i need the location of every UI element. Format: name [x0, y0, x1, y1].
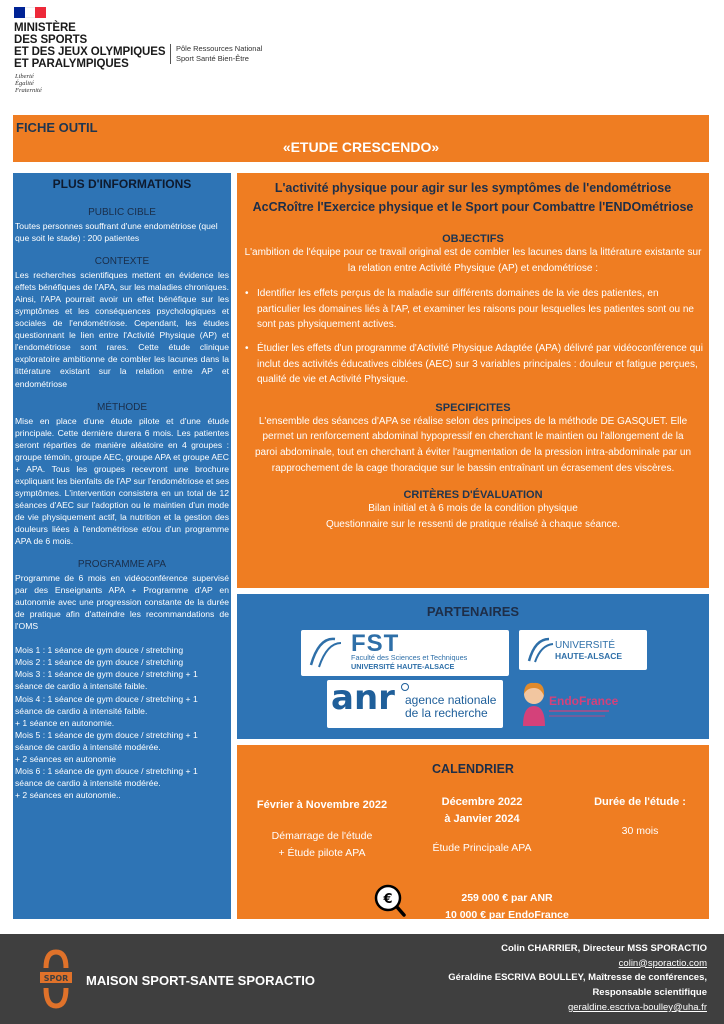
calendar-panel [237, 745, 709, 919]
list-item: séance de cardio à intensité faible. [15, 681, 148, 692]
specificites-heading: SPECIFICITES [435, 401, 511, 414]
list-item: Mois 6 : 1 séance de gym douce / stretching + 1 [15, 765, 198, 776]
sporactio-logo-icon [40, 946, 72, 1012]
contexte-text: Les recherches scientifiques mettent en évidence les effets bénéfiques de l'APA, sur les maladies chroniques. Ainsi, l'APA pourrait avoir un effet bénéfique sur les symptômes et les conséquences psychologiques et sociales de l'endométriose. Cependant, les études questionnant le lien entre l'Activité Physique (AP) et l'endométriose sont rares. Cette étude clinique exploratoire ambitionne de combler les lacunes dans la littérature existant sur la relation entre AP et endométriose [15, 270, 229, 389]
list-item: Mois 2 : 1 séance de gym douce / stretching [15, 657, 184, 668]
public-heading: PUBLIC CIBLE [88, 207, 156, 218]
list-item: + 2 séances en autonomie [15, 753, 117, 764]
maison-title: MAISON SPORT-SANTE SPORACTIO [86, 973, 315, 988]
programme-text: Programme de 6 mois en vidéoconférence supervisé par des Enseignants APA + Programme d'AP en autonomie avec une progression constante de la durée de pratique afin d'atteindre les recommandations de l'OMS [15, 573, 229, 632]
calendar-col-2: Décembre 2022 à Janvier 2024 Étude Principale APA [432, 796, 532, 854]
fiche-label: FICHE OUTIL [16, 120, 98, 135]
list-item: Mois 1 : 1 séance de gym douce / stretching [15, 645, 184, 656]
month-list [15, 644, 229, 801]
svg-text:SPOR: SPOR [43, 974, 69, 983]
calendar-col-1: Février à Novembre 2022 Démarrage de l'étude + Étude pilote APA [256, 799, 388, 859]
partners-title: PARTENAIRES [426, 604, 520, 619]
criteres-heading: CRITÈRES D'ÉVALUATION [403, 489, 543, 502]
email-link-1[interactable]: colin@sporactio.com [618, 957, 707, 969]
funding-text: 259 000 € par ANR 10 000 € par EndoFrance [445, 892, 569, 921]
objectif-bullet-2: • Étudier les effets d'un programme d'Activité Physique Adaptée (APA) délivré par vidéoconférence qui inclut des activités éducatives ciblées (AEC) sur 3 variables principales : douleur et fatigue perçues, qualité de vie et Activité Physique. [237, 341, 709, 388]
email-link-2[interactable]: geraldine.escriva-boulley@uha.fr [567, 1001, 707, 1013]
list-item: séance de cardio à intensité modérée. [15, 777, 161, 788]
anr-logo: anr agence nationale de la recherche [327, 680, 503, 728]
header [0, 0, 724, 110]
endofrance-logo: EndoFrance [519, 680, 629, 730]
public-text: Toutes personnes souffrant d'une endométriose (quel que soit le stade) : 200 patientes [15, 221, 218, 244]
methode-heading: MÉTHODE [97, 401, 147, 413]
calendar-col-3: Durée de l'étude : 30 mois [594, 796, 686, 837]
criteres-line-2: Questionnaire sur le ressenti de pratique réalisé à chaque séance. [325, 518, 621, 530]
french-flag-icon [14, 7, 46, 18]
list-item: + 1 séance en autonomie. [15, 717, 115, 728]
main-heading: L'activité physique pour agir sur les symptômes de l'endométriose AcCRoître l'Exercice physique et le Sport pour Combattre l'ENDOmétriose [252, 181, 694, 214]
funding-euro-icon [371, 882, 407, 918]
svg-text:€: € [383, 892, 393, 907]
specificites-text: L'ensemble des séances d'APA se réalise selon des principes de la méthode DE GASQUET. Elle permet un renforcement abdominal hypopressif en cherchant le maintien ou l'allongement de la paroi abdominale, tout en cherchant à éviter l'augmentation de la pression intra-abdominale par un rapprochement de la cage thoracique sur le bassin entraînant un écrasement des viscères. [254, 415, 692, 474]
objectifs-heading: OBJECTIFS [442, 233, 504, 245]
footer [0, 934, 724, 1024]
calendar-title: CALENDRIER [432, 762, 514, 776]
list-item: + 2 séances en autonomie.. [15, 789, 121, 800]
contacts: Colin CHARRIER, Directeur MSS SPORACTIO colin@sporactio.com Géraldine ESCRIVA BOULLEY, Maîtresse de conférences, Responsable scientifique geraldine.escriva-boulley@uha.fr [448, 942, 707, 1016]
header-divider [170, 44, 171, 64]
ministry-name: MINISTÈRE DES SPORTS ET DES JEUX OLYMPIQUES ET PARALYMPIQUES [14, 22, 166, 70]
info-title: PLUS D'INFORMATIONS [52, 177, 192, 191]
list-item: Mois 4 : 1 séance de gym douce / stretching + 1 [15, 693, 198, 704]
programme-heading: PROGRAMME APA [77, 559, 167, 571]
contexte-heading: CONTEXTE [94, 256, 150, 268]
fst-logo: FST Faculté des Sciences et Techniques UNIVERSITÉ HAUTE-ALSACE [301, 630, 509, 676]
main-panel [237, 173, 709, 588]
info-column [13, 173, 231, 919]
objectifs-text: L'ambition de l'équipe pour ce travail original est de combler les lacunes dans la littérature existante sur la relation entre Activité Physique (AP) et endométriose : [244, 247, 702, 274]
republic-motto: Liberté Égalité Fraternité [15, 73, 42, 94]
list-item: Mois 5 : 1 séance de gym douce / stretching + 1 [15, 729, 198, 740]
objectif-bullet-1: • Identifier les effets perçus de la maladie sur différents domaines de la vie des patientes, en particulier les domaines liés à l'AP, et examiner les raisons pour lesquelles les patientes sont ou ne sont pas physiquement actives. [237, 286, 709, 333]
list-item: séance de cardio à intensité faible. [15, 705, 148, 716]
list-item: Mois 3 : 1 séance de gym douce / stretching + 1 [15, 669, 198, 680]
criteres-line-1: Bilan initial et à 6 mois de la condition physique [368, 503, 578, 515]
uha-logo: UNIVERSITÉ HAUTE-ALSACE [519, 630, 647, 670]
title-band [13, 115, 709, 162]
pole-ressources: Pôle Ressources National Sport Santé Bien-Être [176, 44, 263, 63]
partners-panel [237, 594, 709, 739]
methode-text: Mise en place d'une étude pilote et d'une étude principale. Cette dernière durera 6 mois. Les patientes seront réparties de manière aléatoire en 4 groupes : groupe témoin, groupe AEC, groupe APA et groupe AEC + APA. Tous les groupes recevront une brochure expliquant les bienfaits de l'AP sur l'endométriose et ses symptômes. L'intervention consistera en un total de 12 séances d'AEC sur l'adoption ou le maintien d'un mode de vie physiquement actif, la nutrition et la gestion des douleurs liées à l'endométriose et/ou d'un programme APA de 6 mois. [15, 415, 229, 547]
list-item: séance de cardio à intensité modérée. [15, 741, 161, 752]
study-title: «ETUDE CRESCENDO» [282, 139, 440, 155]
